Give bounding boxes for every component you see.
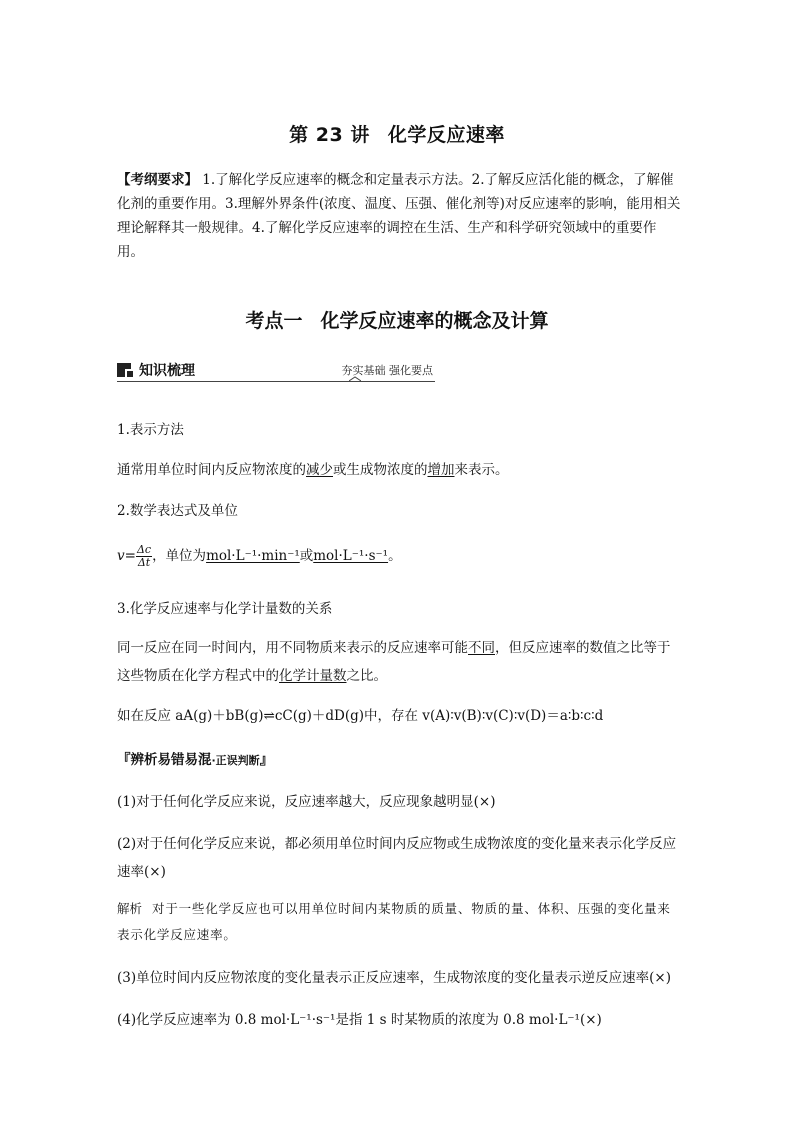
- judge-item-4: (4)化学反应速率为 0.8 mol·L⁻¹·s⁻¹是指 1 s 时某物质的浓度为 0.8 mol·L⁻¹(×): [117, 1012, 602, 1028]
- knowledge-bar-subtitle: 夯实基础 强化要点: [341, 364, 433, 377]
- text: 。: [388, 548, 402, 564]
- fraction-numerator: Δc: [136, 543, 152, 556]
- section-number: 考点一: [245, 310, 303, 332]
- answer-blank: mol·L⁻¹·min⁻¹: [206, 548, 300, 564]
- judge-item-1: (1)对于任何化学反应来说，反应速率越大，反应现象越明显(×): [117, 794, 496, 810]
- text: 或生成物浓度的: [333, 462, 428, 478]
- divider: [117, 381, 435, 382]
- paragraph-4: 如在反应 aA(g)＋bB(g)⇌cC(g)＋dD(g)中，存在 v(A)∶v(B)∶v(C)∶v(D)＝a∶b∶c∶d: [117, 708, 604, 724]
- answer-blank: 减少: [306, 462, 333, 478]
- section-title: [0, 306, 794, 333]
- answer-blank: 不同: [468, 640, 495, 656]
- text: 之比。: [346, 668, 387, 684]
- notch-icon: [349, 376, 361, 384]
- fraction-denominator: Δt: [137, 556, 151, 569]
- answer-blank: 化学计量数: [279, 668, 347, 684]
- lecture-number: 第 23 讲: [289, 124, 370, 146]
- formula-equals: =: [124, 548, 136, 564]
- section-topic: 化学反应速率的概念及计算: [320, 310, 549, 332]
- analysis: [117, 896, 682, 948]
- paragraph-1: [117, 458, 682, 478]
- answer-blank: 增加: [427, 462, 455, 478]
- text: 同一反应在同一时间内，用不同物质来表示的反应速率可能: [117, 640, 468, 656]
- analysis-text: 对于一些化学反应也可以用单位时间内某物质的质量、物质的量、体积、压强的变化量来表示化学反应速率。: [117, 901, 671, 942]
- text: ，但反应速率的数值之比等于这些物质在化学方程式中的: [117, 640, 671, 684]
- heading-3: 3.化学反应速率与化学计量数的关系: [117, 601, 333, 617]
- knowledge-bar-label: 知识梳理: [139, 363, 195, 379]
- analysis-tag: 解析: [117, 901, 143, 916]
- text: 或: [299, 548, 314, 564]
- paragraph-3: [117, 634, 682, 690]
- heading-1: 1.表示方法: [117, 422, 184, 438]
- fraction: [136, 544, 152, 569]
- knowledge-bar: [117, 360, 435, 382]
- square-icon-inner: [127, 371, 133, 377]
- judge-title: [117, 748, 682, 768]
- lecture-topic: 化学反应速率: [387, 124, 505, 146]
- judge-item-2: (2)对于任何化学反应来说，都必须用单位时间内反应物或生成物浓度的变化量来表示化学反应速率(×): [117, 836, 677, 880]
- judge-title-sub: ·正误判断: [211, 754, 260, 767]
- exam-requirements: [117, 168, 682, 264]
- requirements-text: 1.了解化学反应速率的概念和定量表示方法。2.了解反应活化能的概念，了解催化剂的重要作用。3.理解外界条件(浓度、温度、压强、催化剂等)对反应速率的影响，能用相关理论解释其一般规律。4.了解化学反应速率的调控在生活、生产和科学研究领域中的重要作用。: [117, 172, 681, 260]
- lecture-title: [0, 120, 794, 147]
- heading-2: 2.数学表达式及单位: [117, 503, 238, 519]
- requirements-tag: 【考纲要求】: [117, 172, 198, 188]
- judge-title-main: 『辨析易错易混: [117, 752, 212, 768]
- text: 来表示。: [454, 462, 509, 478]
- text: 通常用单位时间内反应物浓度的: [117, 462, 306, 478]
- rate-formula: [117, 538, 682, 574]
- judge-title-end: 』: [259, 752, 274, 768]
- text: ，单位为: [152, 548, 207, 564]
- judge-item-3: (3)单位时间内反应物浓度的变化量表示正反应速率，生成物浓度的变化量表示逆反应速率(×): [117, 970, 671, 986]
- answer-blank: mol·L⁻¹·s⁻¹: [313, 548, 389, 564]
- formula-symbol: v: [117, 548, 125, 564]
